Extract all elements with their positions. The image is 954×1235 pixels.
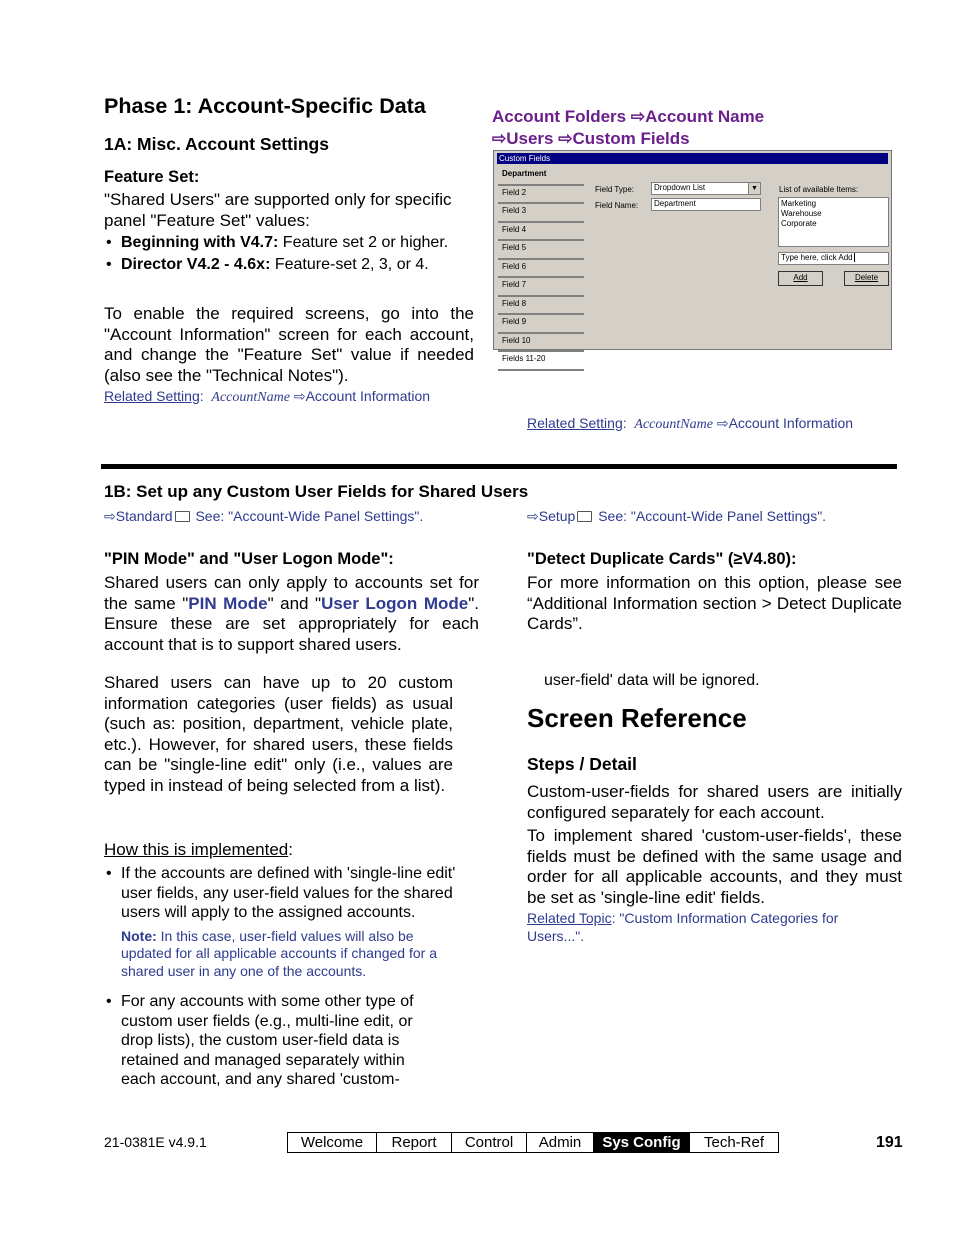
folder-icon [577, 511, 592, 522]
doc-id: 21-0381E v4.9.1 [104, 1134, 207, 1150]
tab-report[interactable]: Report [377, 1133, 452, 1152]
chevron-down-icon[interactable]: ▼ [748, 183, 760, 194]
tab-sys-config[interactable]: Sys Config [594, 1133, 690, 1152]
related-topic: Related Topic: "Custom Information Categories for Users...". [527, 910, 839, 944]
delete-button[interactable]: Delete [844, 271, 889, 286]
related-target-link[interactable]: Account Information [305, 388, 431, 404]
available-item[interactable]: Marketing [781, 199, 817, 208]
related-setting-left: Related Setting: AccountName ⇨Account Information [104, 388, 431, 405]
arrow-right-icon: ⇨ [558, 129, 573, 148]
note-text: Note: In this case, user-field values will also be updated for all applicable accounts if changed for a shared user in any one of the accounts. [121, 927, 437, 979]
field-name-input[interactable]: Department [651, 198, 761, 211]
feature-set-heading: Feature Set: [104, 168, 200, 186]
field-list-item[interactable]: Field 2 [498, 186, 584, 205]
related-topic-target[interactable]: "Custom Information Categories for Users...". [527, 910, 839, 944]
tab-welcome[interactable]: Welcome [288, 1133, 377, 1152]
arrow-right-icon: ⇨ [716, 415, 729, 431]
arrow-right-icon: ⇨ [492, 129, 507, 148]
field-list-item[interactable]: Field 6 [498, 260, 584, 279]
available-item[interactable]: Corporate [781, 219, 817, 228]
field-list-item[interactable]: Fields 11-20 [498, 352, 584, 371]
list-item: • For any accounts with some other type of custom user fields (e.g., multi-line edit, or drop lists), the custom user-field data is retained and managed separately within each account, and any shared 'custom- [104, 992, 441, 1090]
enable-text: To enable the required screens, go into the "Account Information" screen for each account, and change the "Feature Set" value if needed (also see the "Technical Notes"). [104, 304, 474, 385]
menu-path: Account Folders ⇨Account Name ⇨Users ⇨Custom Fields [492, 107, 765, 148]
how-implemented: How this is implemented: [104, 840, 293, 859]
related-setting-link[interactable]: Related Setting [104, 388, 200, 404]
steps-para-2: To implement shared 'custom-user-fields', these fields must be defined with the same usage and order for all applicable accounts, and they must be set as 'single-line edit' fields. [527, 826, 902, 907]
field-type-select[interactable]: Dropdown List ▼ [651, 182, 761, 195]
detect-duplicate-heading: "Detect Duplicate Cards" (≥V4.80): [527, 550, 797, 568]
field-list-item[interactable]: Department [498, 167, 584, 186]
section-divider [101, 464, 897, 469]
section-1a-heading: 1A: Misc. Account Settings [104, 134, 329, 154]
list-item: • If the accounts are defined with 'single-line edit' user fields, any user-field values for the shared users will apply to the assigned accounts. Note: In this case, user-field values will also be updated for all applicable accounts if changed for a shared user in any one of the accounts. [104, 864, 466, 980]
detect-duplicate-text: For more information on this option, please see “Additional Information section > Detect Duplicate Cards”. [527, 573, 902, 633]
feature-set-list [104, 233, 474, 274]
tab-tech-ref[interactable]: Tech-Ref [703, 1134, 765, 1151]
related-target-link[interactable]: Account Information [728, 415, 854, 431]
how-list [104, 864, 466, 1090]
field-list-item[interactable]: Field 3 [498, 204, 584, 223]
arrow-right-icon: ⇨ [104, 508, 116, 524]
type-here-input[interactable]: Type here, click Add [778, 252, 889, 265]
pin-mode-text: Shared users can only apply to accounts set for the same "PIN Mode" and "User Logon Mode". Ensure these are set appropriately for each account that is to support shared users. [104, 573, 479, 654]
field-list-item[interactable]: Field 7 [498, 278, 584, 297]
field-list [498, 167, 584, 371]
arrow-right-icon: ⇨ [293, 388, 306, 404]
section-1b-heading: 1B: Set up any Custom User Fields for Shared Users [104, 482, 529, 501]
tab-control[interactable]: Control [452, 1133, 527, 1152]
related-setting-link[interactable]: Related Setting [527, 415, 623, 431]
available-items-list[interactable] [778, 197, 889, 247]
related-setting-right: Related Setting: AccountName ⇨Account Information [527, 415, 854, 432]
field-type-label: Field Type: [595, 185, 634, 194]
phase-title: Phase 1: Account-Specific Data [104, 94, 426, 118]
tab-admin[interactable]: Admin [527, 1133, 594, 1152]
folder-icon [175, 511, 190, 522]
field-list-item[interactable]: Field 9 [498, 315, 584, 334]
feature-set-text: "Shared Users" are supported only for specific panel "Feature Set" values: [104, 190, 452, 230]
custom-fields-dialog [493, 150, 892, 363]
available-item[interactable]: Warehouse [781, 209, 822, 218]
list-item: • Beginning with V4.7: Feature set 2 or higher. [104, 233, 474, 253]
continuation-text: user-field' data will be ignored. [544, 672, 760, 689]
shared-users-text: Shared users can have up to 20 custom information categories (user fields) as usual (such as: position, department, vehicle plate, etc.). However, for shared users, these fields can be "single-line edit" only (i.e., values are typed in instead of being selected from a list). [104, 673, 453, 795]
user-logon-mode-link[interactable]: User Logon Mode [321, 593, 469, 613]
field-list-item[interactable]: Field 8 [498, 297, 584, 316]
field-list-item[interactable]: Field 5 [498, 241, 584, 260]
dialog-title-bar: Custom Fields [497, 153, 888, 164]
field-list-item[interactable]: Field 4 [498, 223, 584, 242]
add-button[interactable]: Add [778, 271, 823, 286]
available-items-label: List of available Items: [779, 185, 859, 194]
page-number: 191 [876, 1134, 903, 1151]
arrow-right-icon: ⇨ [527, 508, 539, 524]
field-name-label: Field Name: [595, 201, 639, 210]
steps-heading: Steps / Detail [527, 754, 637, 774]
steps-para-1: Custom-user-fields for shared users are initially configured separately for each account. [527, 782, 902, 822]
pin-mode-heading: "PIN Mode" and "User Logon Mode": [104, 550, 394, 568]
field-list-item[interactable]: Field 10 [498, 334, 584, 353]
list-item: • Director V4.2 - 4.6x: Feature-set 2, 3, or 4. [104, 255, 474, 275]
related-topic-link[interactable]: Related Topic [527, 910, 612, 926]
pin-mode-link[interactable]: PIN Mode [188, 593, 268, 613]
arrow-right-icon: ⇨ [630, 107, 646, 126]
standard-nav-link[interactable]: ⇨Standard See: "Account-Wide Panel Settings". [104, 508, 424, 524]
footer-nav [287, 1132, 779, 1153]
setup-nav-link[interactable]: ⇨Setup See: "Account-Wide Panel Settings". [527, 508, 827, 524]
screen-reference-title: Screen Reference [527, 703, 747, 733]
